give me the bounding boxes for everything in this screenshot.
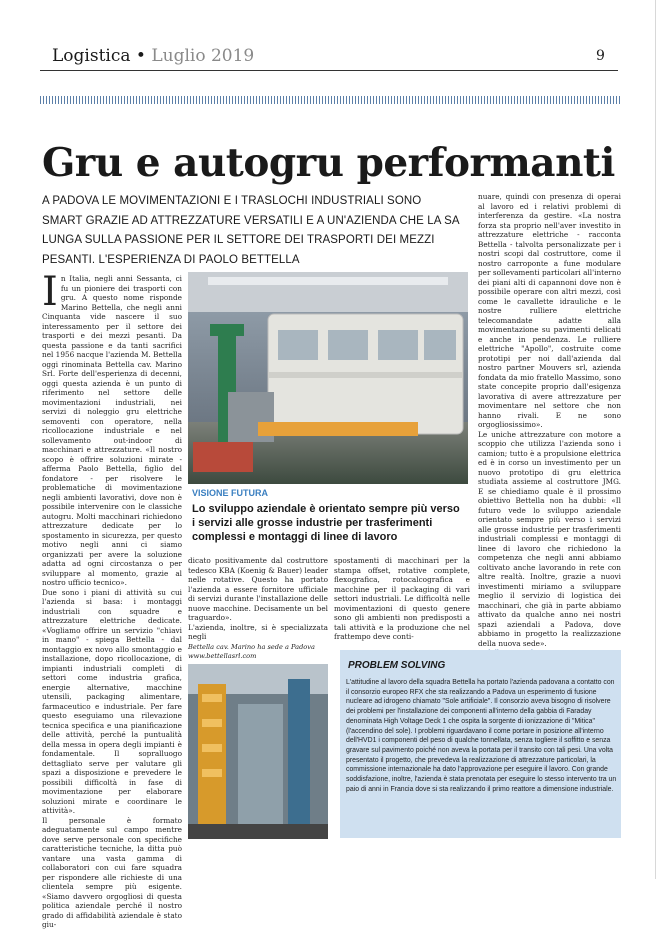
crane-photo xyxy=(188,664,328,839)
photo2-caption-line: Bettella cav. Marino ha sede a Padova xyxy=(188,643,315,651)
crane-illustration xyxy=(188,664,328,839)
box-text: L'attitudine al lavoro della squadra Bettella ha portato l'azienda padovana a contatto con il consorzio europeo RFX che sta realizzando a Padova un esperimento di fusione nucleare ad idrogeno chiamato "Sole artificiale". Il consorzio aveva bisogno di risolvere dei problemi per l'installazione dei componenti all'interno della gabbia di Faraday denominata High Voltage Deck 1 che ospita la sorgente di ionizzazione di "Mitica" (l'accendino del sole). I problemi riguardavano il come portare in posizione all'interno dell'HVD1 i componenti del peso di qualche tonnellata, senza togliere il soffitto e senza gravare sul pavimento poiché non aveva la portata per il transito con tali pesi. Una volta presentato il progetto, che prevedeva la realizzazione di attrezzature particolari, la commissione internazionale ha dato l'approvazione per eseguire il lavoro. Con grande soddisfazione, inoltre, l'azienda è stata prenotata per eseguire lo stesso intervento tra un paio di anni in Francia dove si sta realizzando il primo reattore a dimensione industriale. xyxy=(346,679,617,793)
machine-illustration xyxy=(188,272,468,484)
issue-month: Luglio 2019 xyxy=(151,46,255,66)
col1-paragraph-2: Due sono i piani di attività su cui l'azienda si basa: i montaggi industriali con squadre e attrezzature elettriche dedicate. «Vogliamo offrire un servizio "chiavi in mano" - spiega Bettella - dal montaggio ex novo allo smontaggio e installazione, dopo ricollocazione, di impianti industriali completi di settori come industria grafica, energie alternative, macchine utensili, packaging alimentare, farmaceutico e industriale. Per fare questo eseguiamo una rilevazione tecnica specifica e una pianificazione delle attività, perché la puntualità della messa in opera degli impianti è fondamentale. Il sopralluogo dettagliato serve per valutare gli spazi a disposizione e prevedere le possibili difficoltà in fase di movimentazione per elaborare soluzioni mirate e coordinare le attività». xyxy=(42,587,182,815)
body-column-2 xyxy=(188,556,328,642)
decorative-stripe xyxy=(40,96,620,104)
body-column-3 xyxy=(334,556,470,642)
col1-paragraph-3: Il personale è formato adeguatamente sul campo mentre dove serve personale con specifiche caratteristiche tecniche, la ditta può vantare una vasta gamma di collaboratori con cui fare squadra per rispondere alle richieste di una clientela sempre più esigente. «Siamo davvero orgogliosi di questa politica aziendale perché il nostro grado di affidabilità aziendale è stato giu- xyxy=(42,815,182,929)
body-column-4 xyxy=(478,192,621,658)
col3-paragraph-1: spostamenti di macchinari per la stampa offset, rotative complete, flexografica, rotocalcografica e macchine per il packaging di vari settori industriali. Le difficoltà nelle movimentazioni di questo genere sono gli ambienti non predisposti a tali attività e la produzione che nel frattempo deve conti- xyxy=(334,556,470,641)
drop-cap: I xyxy=(42,269,58,315)
page-number: 9 xyxy=(596,48,605,64)
body-column-1 xyxy=(42,269,182,930)
col4-paragraph-1: nuare, quindi con presenza di operai al lavoro ed i relativi problemi di interferenza da gestire. «La nostra forza sta proprio nell'aver investito in attrezzature elettriche - racconta Bettella - talvolta personalizzate per i nostri scopi dal costruttore, come il nostro carroponte a fune modulare per sollevamenti particolari all'interno dei piani alti di capannoni dove non è possibile operare con altri mezzi, così come le cavallette idrauliche e le nostre rulliere elettriche telecomandate adatte alla movimentazione su pavimenti delicati e anche in pendenza. Le rulliere elettriche "Apollo", costruite come prototipi per noi dall'azienda dal nostro partner Mouvers srl, azienda fondata da mio fratello Massimo, sono state concepite proprio dall'esigenza lavorativa di avere attrezzature per movimentare nel settore che non hanno rivali. E ne sono orgogliosissimo». xyxy=(478,192,621,429)
col2-paragraph-1: dicato positivamente dal costruttore tedesco KBA (Koenig & Bauer) leader nelle rotative. Questo ha portato l'azienda a essere fornitore ufficiale di servizi durante l'installazione delle nuove macchine. Decisamente un bel traguardo». xyxy=(188,556,328,622)
caption-kicker: VISIONE FUTURA xyxy=(192,488,269,498)
photo2-caption xyxy=(188,643,358,660)
article-deck: A PADOVA LE MOVIMENTAZIONI E I TRASLOCHI INDUSTRIALI SONO SMART GRAZIE AD ATTREZZATURE VERSATILI E A UN'AZIENDA CHE LA SA LUNGA SULLA PASSIONE PER IL SETTORE DEI TRASPORTI DEI MEZZI PESANTI. L'ESPERIENZA DI PAOLO BETTELLA xyxy=(42,195,460,266)
col2-paragraph-2: L'azienda, inoltre, si è specializzata negli xyxy=(188,622,328,641)
box-title: PROBLEM SOLVING xyxy=(348,660,446,671)
machine-photo xyxy=(188,272,468,484)
section-name: Logistica xyxy=(52,46,131,66)
photo-caption: Lo sviluppo aziendale è orientato sempre più verso i servizi alle grosse industrie per trasferimenti complessi e montaggi di linee di lavoro xyxy=(192,503,460,543)
website-link[interactable]: www.bettellasrl.com xyxy=(188,651,257,660)
col1-paragraph-1: n Italia, negli anni Sessanta, ci fu un pioniere dei trasporti con gru. A questo nome risponde Marino Bettella, che negli anni Cinquanta vide nascere il suo interessamento per il settore dei trasporti e dei mezzi pesanti. Da questa passione e da tanti sacrifici nel 1956 nacque l'azienda M. Bettella oggi rinominata Bettella cav. Marino Srl. Forte dell'esperienza di decenni, oggi questa azienda è un punto di riferimento nel settore delle movimentazioni industriali, nei servizi di noleggio gru elettriche semoventi con operatore, nella ricollocazione industriale e nel sollevamento out-indoor di macchinari e attrezzature. «Il nostro scopo è offrire soluzioni mirate - afferma Paolo Bettella, figlio del fondatore - per risolvere le problematiche di movimentazione negli ambienti lavorativi, dove non è possibile intervenire con le classiche autogru. Molti macchinari richiedono attrezzature dedicate per lo spostamento in sicurezza, per questo motivo negli anni ci siamo organizzati per avere la soluzione adatta ad ogni circostanza o per sviluppare al momento, grazie al nostro ufficio tecnico». xyxy=(42,274,182,587)
section-header xyxy=(52,46,254,66)
header-separator: • xyxy=(135,46,146,66)
col4-paragraph-2: Le uniche attrezzature con motore a scoppio che utilizza l'azienda sono i camion; tutto è a propulsione elettrica ed è in corso un investimento per un nuovo prototipo di gru elettrica studiata assieme al costruttore JMG. E se chiediamo quale è il prossimo obiettivo Bettella non ha dubbi: «Il futuro vede lo sviluppo aziendale orientato sempre più verso i servizi alle grosse industrie per trasferimenti industriali complessi e montaggi di linee di lavoro che richiedono la competenza che negli anni abbiamo coltivato anche lavorando in rete con altre realtà. Inoltre, grazie a nuovi investimenti miriamo a sviluppare meglio il servizio di logistica dei macchinari, che già in parte abbiamo attivato da qualche anno nei nostri spazi aziendali a Padova, dove abbiamo in progetto la realizzazione della nuova sede». xyxy=(478,429,621,648)
article-headline: Gru e autogru performanti xyxy=(42,140,615,186)
page-edge xyxy=(655,0,656,879)
header-rule xyxy=(40,70,618,71)
